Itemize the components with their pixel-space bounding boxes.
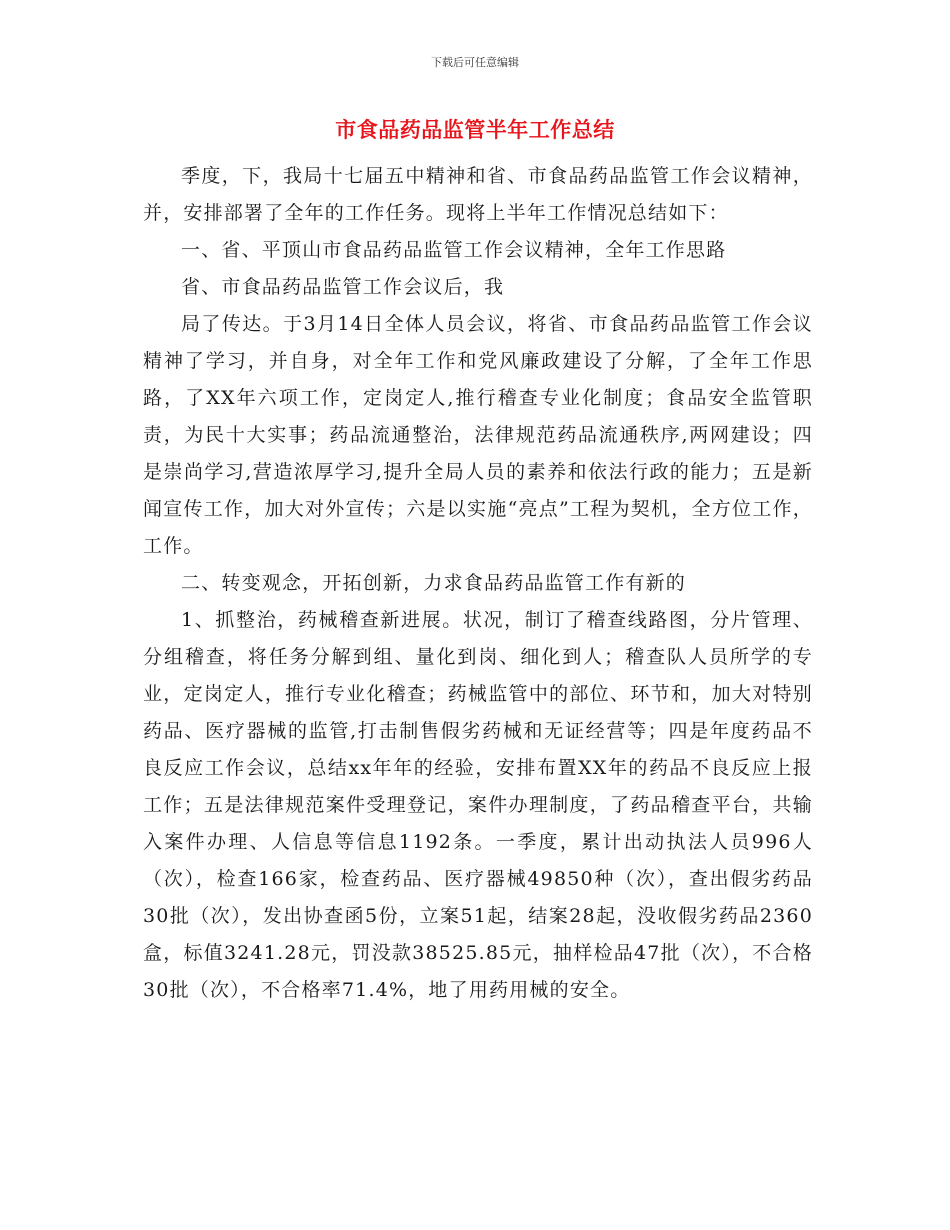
paragraph-section-1-body: 局了传达。于3月14日全体人员会议，将省、市食品药品监管工作会议精神了学习，并自身，对全年工作和党风廉政建设了分解，了全年工作思路，了XX年六项工作，定岗定人,推行稽查专业化制度；食品安全监管职责，为民十大实事；药品流通整治，法律规范药品流通秩序,两网建设；四是崇尚学习,营造浓厚学习,提升全局人员的素养和依法行政的能力；五是新闻宣传工作，加大对外宣传；六是以实施“亮点”工程为契机，全方位工作，工作。 [143,313,813,557]
paragraph-intro: 季度，下，我局十七届五中精神和省、市食品药品监管工作会议精神，并，安排部署了全年的工作任务。现将上半年工作情况总结如下： [143,165,813,224]
paragraph-section-2-heading: 二、转变观念，开拓创新，力求食品药品监管工作有新的 [181,572,687,594]
document-body [143,158,813,1009]
document-title: 市食品药品监管半年工作总结 [335,117,615,142]
paragraph-section-1-line: 省、市食品药品监管工作会议后，我 [181,276,505,298]
paragraph-section-1-heading: 一、省、平顶山市食品药品监管工作会议精神，全年工作思路 [181,239,727,261]
header-note: 下载后可任意编辑 [431,56,519,69]
paragraph-section-2-item-1: 1、抓整治，药械稽查新进展。状况，制订了稽查线路图，分片管理、分组稽查，将任务分解到组、量化到岗、细化到人；稽查队人员所学的专业，定岗定人，推行专业化稽查；药械监管中的部位、环节和，加大对特别药品、医疗器械的监管,打击制售假劣药械和无证经营等；四是年度药品不良反应工作会议，总结xx年年的经验，安排布置XX年的药品不良反应上报工作；五是法律规范案件受理登记，案件办理制度，了药品稽查平台，共输入案件办理、人信息等信息1192条。一季度，累计出动执法人员996人（次），检查166家，检查药品、医疗器械49850种（次），查出假劣药品30批（次），发出协查函5份，立案51起，结案28起，没收假劣药品2360盒，标值3241.28元，罚没款38525.85元，抽样检品47批（次），不合格30批（次），不合格率71.4%，地了用药用械的安全。 [143,609,813,1001]
